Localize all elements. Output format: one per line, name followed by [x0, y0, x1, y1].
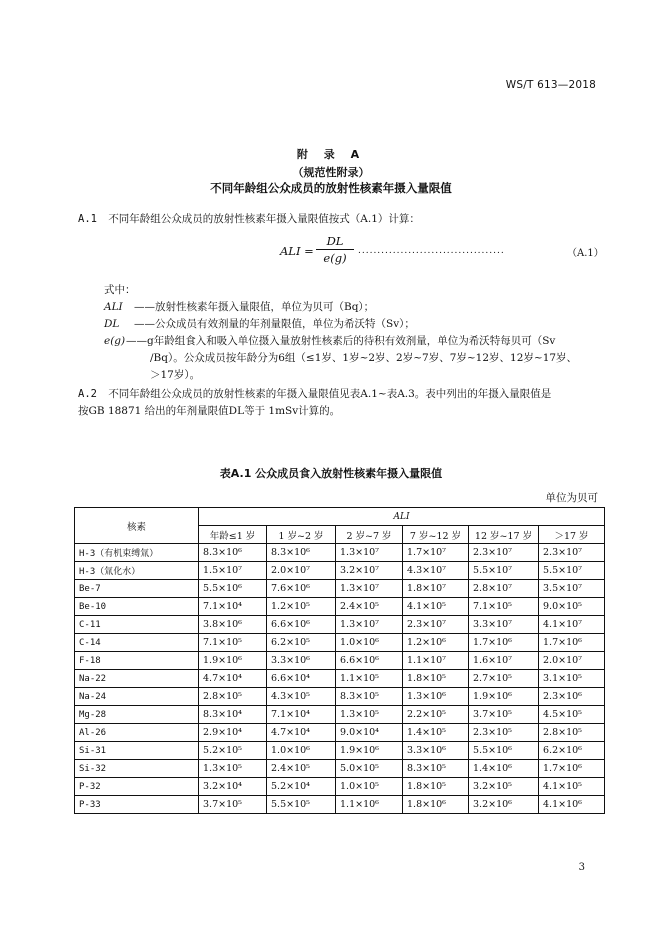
value-cell: 1.7×10⁶ [539, 634, 605, 652]
table-row [75, 796, 605, 814]
value-cell: 6.6×10⁶ [336, 652, 403, 670]
formula-leader-dots: ...................................... [358, 246, 505, 256]
nuclide-cell: H-3（有机束缚氚） [75, 544, 199, 562]
value-cell: 1.7×10⁷ [403, 544, 469, 562]
value-cell: 1.1×10⁵ [336, 670, 403, 688]
definition-symbol: ALI [104, 301, 123, 313]
value-cell: 1.5×10⁷ [199, 562, 267, 580]
value-cell: 1.4×10⁶ [469, 760, 539, 778]
value-cell: 7.1×10⁵ [469, 598, 539, 616]
value-cell: 5.5×10⁷ [539, 562, 605, 580]
value-cell: 1.6×10⁷ [469, 652, 539, 670]
value-cell: 5.5×10⁶ [199, 580, 267, 598]
value-cell: 5.5×10⁵ [267, 796, 336, 814]
value-cell: 1.0×10⁶ [336, 634, 403, 652]
value-cell: 8.3×10⁵ [336, 688, 403, 706]
definitions-intro: 式中： [104, 284, 136, 296]
value-cell: 3.7×10⁵ [199, 796, 267, 814]
nuclide-cell: Be-10 [75, 598, 199, 616]
value-cell: 6.2×10⁶ [539, 742, 605, 760]
value-cell: 7.1×10⁵ [199, 634, 267, 652]
nuclide-cell: Na-24 [75, 688, 199, 706]
value-cell: 5.5×10⁷ [469, 562, 539, 580]
definition-text: ——g年龄组食入和吸入单位摄入量放射性核素后的待积有效剂量，单位为希沃特每贝可（Sv [126, 335, 556, 347]
definition-text: ——公众成员有效剂量的年剂量限值，单位为希沃特（Sv）； [134, 318, 415, 330]
value-cell: 4.1×10⁷ [539, 616, 605, 634]
nuclide-cell: C-11 [75, 616, 199, 634]
table-row [75, 724, 605, 742]
value-cell: 3.3×10⁷ [469, 616, 539, 634]
value-cell: 5.5×10⁶ [469, 742, 539, 760]
table-unit: 单位为贝可 [545, 492, 598, 504]
nuclide-cell: F-18 [75, 652, 199, 670]
table-row [75, 688, 605, 706]
value-cell: 1.9×10⁶ [469, 688, 539, 706]
value-cell: 2.0×10⁷ [539, 652, 605, 670]
value-cell: 1.3×10⁷ [336, 616, 403, 634]
nuclide-cell: Si-31 [75, 742, 199, 760]
section-a1-text: 不同年龄组公众成员的放射性核素年摄入量限值按式（A.1）计算： [108, 213, 420, 225]
value-cell: 4.1×10⁵ [403, 598, 469, 616]
value-cell: 4.3×10⁷ [403, 562, 469, 580]
value-cell: 2.4×10⁵ [267, 760, 336, 778]
value-cell: 1.1×10⁶ [336, 796, 403, 814]
value-cell: 4.7×10⁴ [199, 670, 267, 688]
definition-eg-cont-1: /Bq）。公众成员按年龄分为6组（≤1岁、1岁~2岁、2岁~7岁、7岁~12岁、12岁~17岁、 [150, 352, 578, 364]
value-cell: 4.7×10⁴ [267, 724, 336, 742]
value-cell: 3.2×10⁵ [469, 778, 539, 796]
value-cell: 1.8×10⁵ [403, 670, 469, 688]
value-cell: 8.3×10⁵ [403, 760, 469, 778]
definition-eg-cont-2: ＞17岁）。 [150, 369, 201, 381]
standard-code: WS/T 613—2018 [505, 79, 596, 91]
value-cell: 1.0×10⁶ [267, 742, 336, 760]
table-row [75, 670, 605, 688]
value-cell: 3.2×10⁴ [199, 778, 267, 796]
appendix-label: 附 录 A [296, 148, 366, 161]
formula-number: （A.1） [567, 248, 604, 259]
value-cell: 2.3×10⁷ [469, 544, 539, 562]
value-cell: 7.6×10⁶ [267, 580, 336, 598]
value-cell: 3.3×10⁶ [267, 652, 336, 670]
value-cell: 2.3×10⁷ [403, 616, 469, 634]
value-cell: 1.2×10⁵ [267, 598, 336, 616]
nuclide-cell: Be-7 [75, 580, 199, 598]
section-a2-line2: 按GB 18871 给出的年剂量限值DL等于 1mSv计算的。 [78, 405, 341, 417]
table-row [75, 706, 605, 724]
value-cell: 1.3×10⁵ [199, 760, 267, 778]
appendix-kind: （规范性附录） [292, 166, 370, 179]
value-cell: 4.1×10⁶ [539, 796, 605, 814]
value-cell: 1.8×10⁶ [403, 796, 469, 814]
definition-dl [104, 316, 604, 333]
value-cell: 1.3×10⁶ [403, 688, 469, 706]
header-age-col: 2 岁~7 岁 [336, 526, 403, 544]
formula-denominator: e(g) [323, 251, 347, 265]
value-cell: 1.8×10⁷ [403, 580, 469, 598]
definition-symbol: e(g) [104, 335, 126, 347]
section-a2-line1: 不同年龄组公众成员的放射性核素的年摄入量限值见表A.1~表A.3。表中列出的年摄入量限值是 [108, 388, 552, 400]
header-age-col: ＞17 岁 [539, 526, 605, 544]
value-cell: 3.2×10⁶ [469, 796, 539, 814]
value-cell: 2.8×10⁷ [469, 580, 539, 598]
value-cell: 1.9×10⁶ [336, 742, 403, 760]
nuclide-cell: Si-32 [75, 760, 199, 778]
table-row [75, 562, 605, 580]
value-cell: 2.3×10⁶ [539, 688, 605, 706]
value-cell: 1.3×10⁷ [336, 580, 403, 598]
value-cell: 2.4×10⁵ [336, 598, 403, 616]
header-age-col: 1 岁~2 岁 [267, 526, 336, 544]
nuclide-cell: Mg-28 [75, 706, 199, 724]
formula-a1 [280, 232, 604, 272]
nuclide-cell: Al-26 [75, 724, 199, 742]
definition-text: ——放射性核素年摄入量限值，单位为贝可（Bq）； [134, 301, 375, 313]
table-row [75, 652, 605, 670]
value-cell: 9.0×10⁴ [336, 724, 403, 742]
value-cell: 3.2×10⁷ [336, 562, 403, 580]
formula-fraction [316, 234, 354, 265]
value-cell: 1.2×10⁶ [403, 634, 469, 652]
table-title: 表A.1 公众成员食入放射性核素年摄入量限值 [219, 467, 443, 480]
value-cell: 3.3×10⁶ [403, 742, 469, 760]
value-cell: 3.5×10⁷ [539, 580, 605, 598]
value-cell: 2.9×10⁴ [199, 724, 267, 742]
value-cell: 2.8×10⁵ [539, 724, 605, 742]
value-cell: 7.1×10⁴ [267, 706, 336, 724]
value-cell: 1.4×10⁵ [403, 724, 469, 742]
value-cell: 4.1×10⁵ [539, 778, 605, 796]
table-row [75, 778, 605, 796]
section-a2-number: A.2 [78, 388, 97, 400]
value-cell: 3.8×10⁶ [199, 616, 267, 634]
ali-table [74, 507, 605, 814]
table-row [75, 616, 605, 634]
value-cell: 2.8×10⁵ [199, 688, 267, 706]
value-cell: 1.8×10⁵ [403, 778, 469, 796]
table-row [75, 742, 605, 760]
nuclide-cell: C-14 [75, 634, 199, 652]
value-cell: 6.2×10⁵ [267, 634, 336, 652]
header-age-col: 12 岁~17 岁 [469, 526, 539, 544]
value-cell: 8.3×10⁶ [267, 544, 336, 562]
formula-numerator: DL [316, 234, 354, 250]
value-cell: 1.7×10⁶ [469, 634, 539, 652]
formula-lhs: ALI = [280, 244, 314, 258]
nuclide-cell: P-33 [75, 796, 199, 814]
value-cell: 3.7×10⁵ [469, 706, 539, 724]
value-cell: 4.5×10⁵ [539, 706, 605, 724]
definition-symbol: DL [104, 318, 120, 330]
value-cell: 2.3×10⁷ [539, 544, 605, 562]
value-cell: 6.6×10⁶ [267, 616, 336, 634]
header-age-col: 年龄≤1 岁 [199, 526, 267, 544]
definition-eg [104, 333, 604, 350]
nuclide-cell: H-3（氚化水） [75, 562, 199, 580]
value-cell: 8.3×10⁶ [199, 544, 267, 562]
value-cell: 7.1×10⁴ [199, 598, 267, 616]
value-cell: 8.3×10⁴ [199, 706, 267, 724]
value-cell: 1.3×10⁵ [336, 706, 403, 724]
value-cell: 2.0×10⁷ [267, 562, 336, 580]
value-cell: 6.6×10⁴ [267, 670, 336, 688]
value-cell: 3.1×10⁵ [539, 670, 605, 688]
table-body [75, 544, 605, 814]
value-cell: 4.3×10⁵ [267, 688, 336, 706]
header-ali: ALI [199, 508, 605, 526]
section-a1 [78, 211, 420, 228]
value-cell: 1.0×10⁵ [336, 778, 403, 796]
value-cell: 5.2×10⁴ [267, 778, 336, 796]
value-cell: 2.3×10⁵ [469, 724, 539, 742]
nuclide-cell: Na-22 [75, 670, 199, 688]
section-a2 [78, 386, 551, 403]
value-cell: 1.3×10⁷ [336, 544, 403, 562]
section-a1-number: A.1 [78, 213, 97, 225]
page-number: 3 [578, 862, 585, 873]
nuclide-cell: P-32 [75, 778, 199, 796]
value-cell: 9.0×10⁵ [539, 598, 605, 616]
table-row [75, 760, 605, 778]
definition-ali [104, 299, 604, 316]
header-age-col: 7 岁~12 岁 [403, 526, 469, 544]
value-cell: 1.7×10⁶ [539, 760, 605, 778]
table-row [75, 544, 605, 562]
value-cell: 5.2×10⁵ [199, 742, 267, 760]
header-nuclide: 核素 [75, 508, 199, 544]
value-cell: 1.1×10⁷ [403, 652, 469, 670]
appendix-title: 不同年龄组公众成员的放射性核素年摄入量限值 [210, 181, 452, 195]
table-row [75, 580, 605, 598]
value-cell: 2.7×10⁵ [469, 670, 539, 688]
table-row [75, 598, 605, 616]
value-cell: 2.2×10⁵ [403, 706, 469, 724]
table-row [75, 634, 605, 652]
value-cell: 1.9×10⁶ [199, 652, 267, 670]
value-cell: 5.0×10⁵ [336, 760, 403, 778]
